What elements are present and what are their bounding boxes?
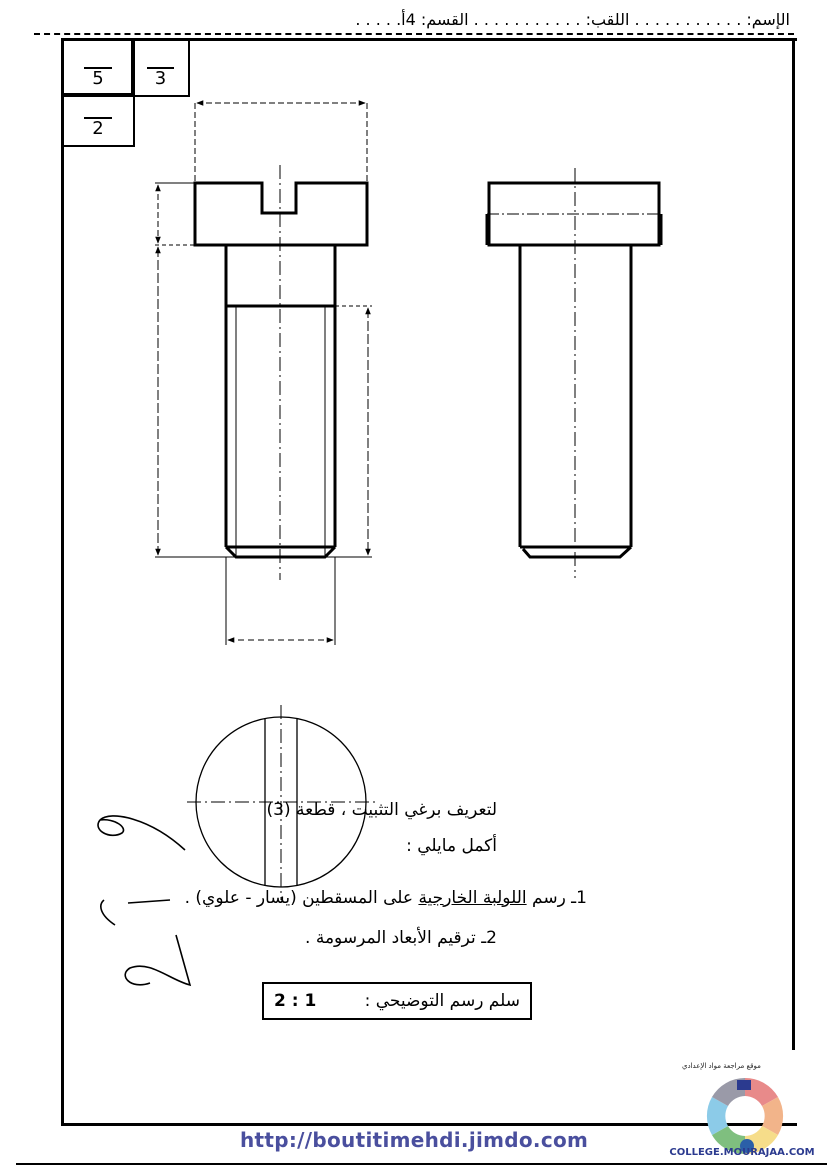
logo-arc-text: موقع مراجعة مواد الإعدادي [682, 1062, 761, 1070]
item-prefix: ـ رسم [526, 888, 577, 908]
item-suffix: على المسقطين (يسار - علوي) . [184, 888, 419, 908]
scale-box [262, 982, 532, 1020]
item-number: 2 [486, 928, 497, 948]
exercise-intro: أكمل مايلي : [406, 836, 497, 856]
scale-label: سلم رسم التوضيحي : [364, 991, 520, 1011]
item-underlined: اللولبة الخارجية [418, 888, 527, 908]
item-text: ـ ترقيم الأبعاد المرسومة . [305, 928, 487, 948]
student-info-header: الإسم: . . . . . . . . . . . اللقب: . . . . . . . . . . . القسم: 4أ. . . . . [355, 10, 790, 29]
logo-text: COLLEGE.MOURAJAA.COM [669, 1147, 815, 1158]
instruction-item-2 [305, 928, 497, 948]
side-view [487, 168, 661, 578]
item-number: 1 [576, 888, 587, 908]
website-link[interactable]: http://boutitimehdi.jimdo.com [240, 1128, 589, 1152]
handwritten-score [98, 816, 190, 985]
score-value: 3 [147, 67, 174, 89]
instruction-item-1 [185, 888, 587, 908]
exercise-title: لتعريف برغي التثبيت ، قطعة (3) [266, 800, 497, 820]
scale-ratio: 2 : 1 [274, 991, 317, 1011]
front-view [155, 103, 372, 645]
score-value: 2 [84, 117, 111, 139]
score-value: 5 [84, 67, 111, 89]
